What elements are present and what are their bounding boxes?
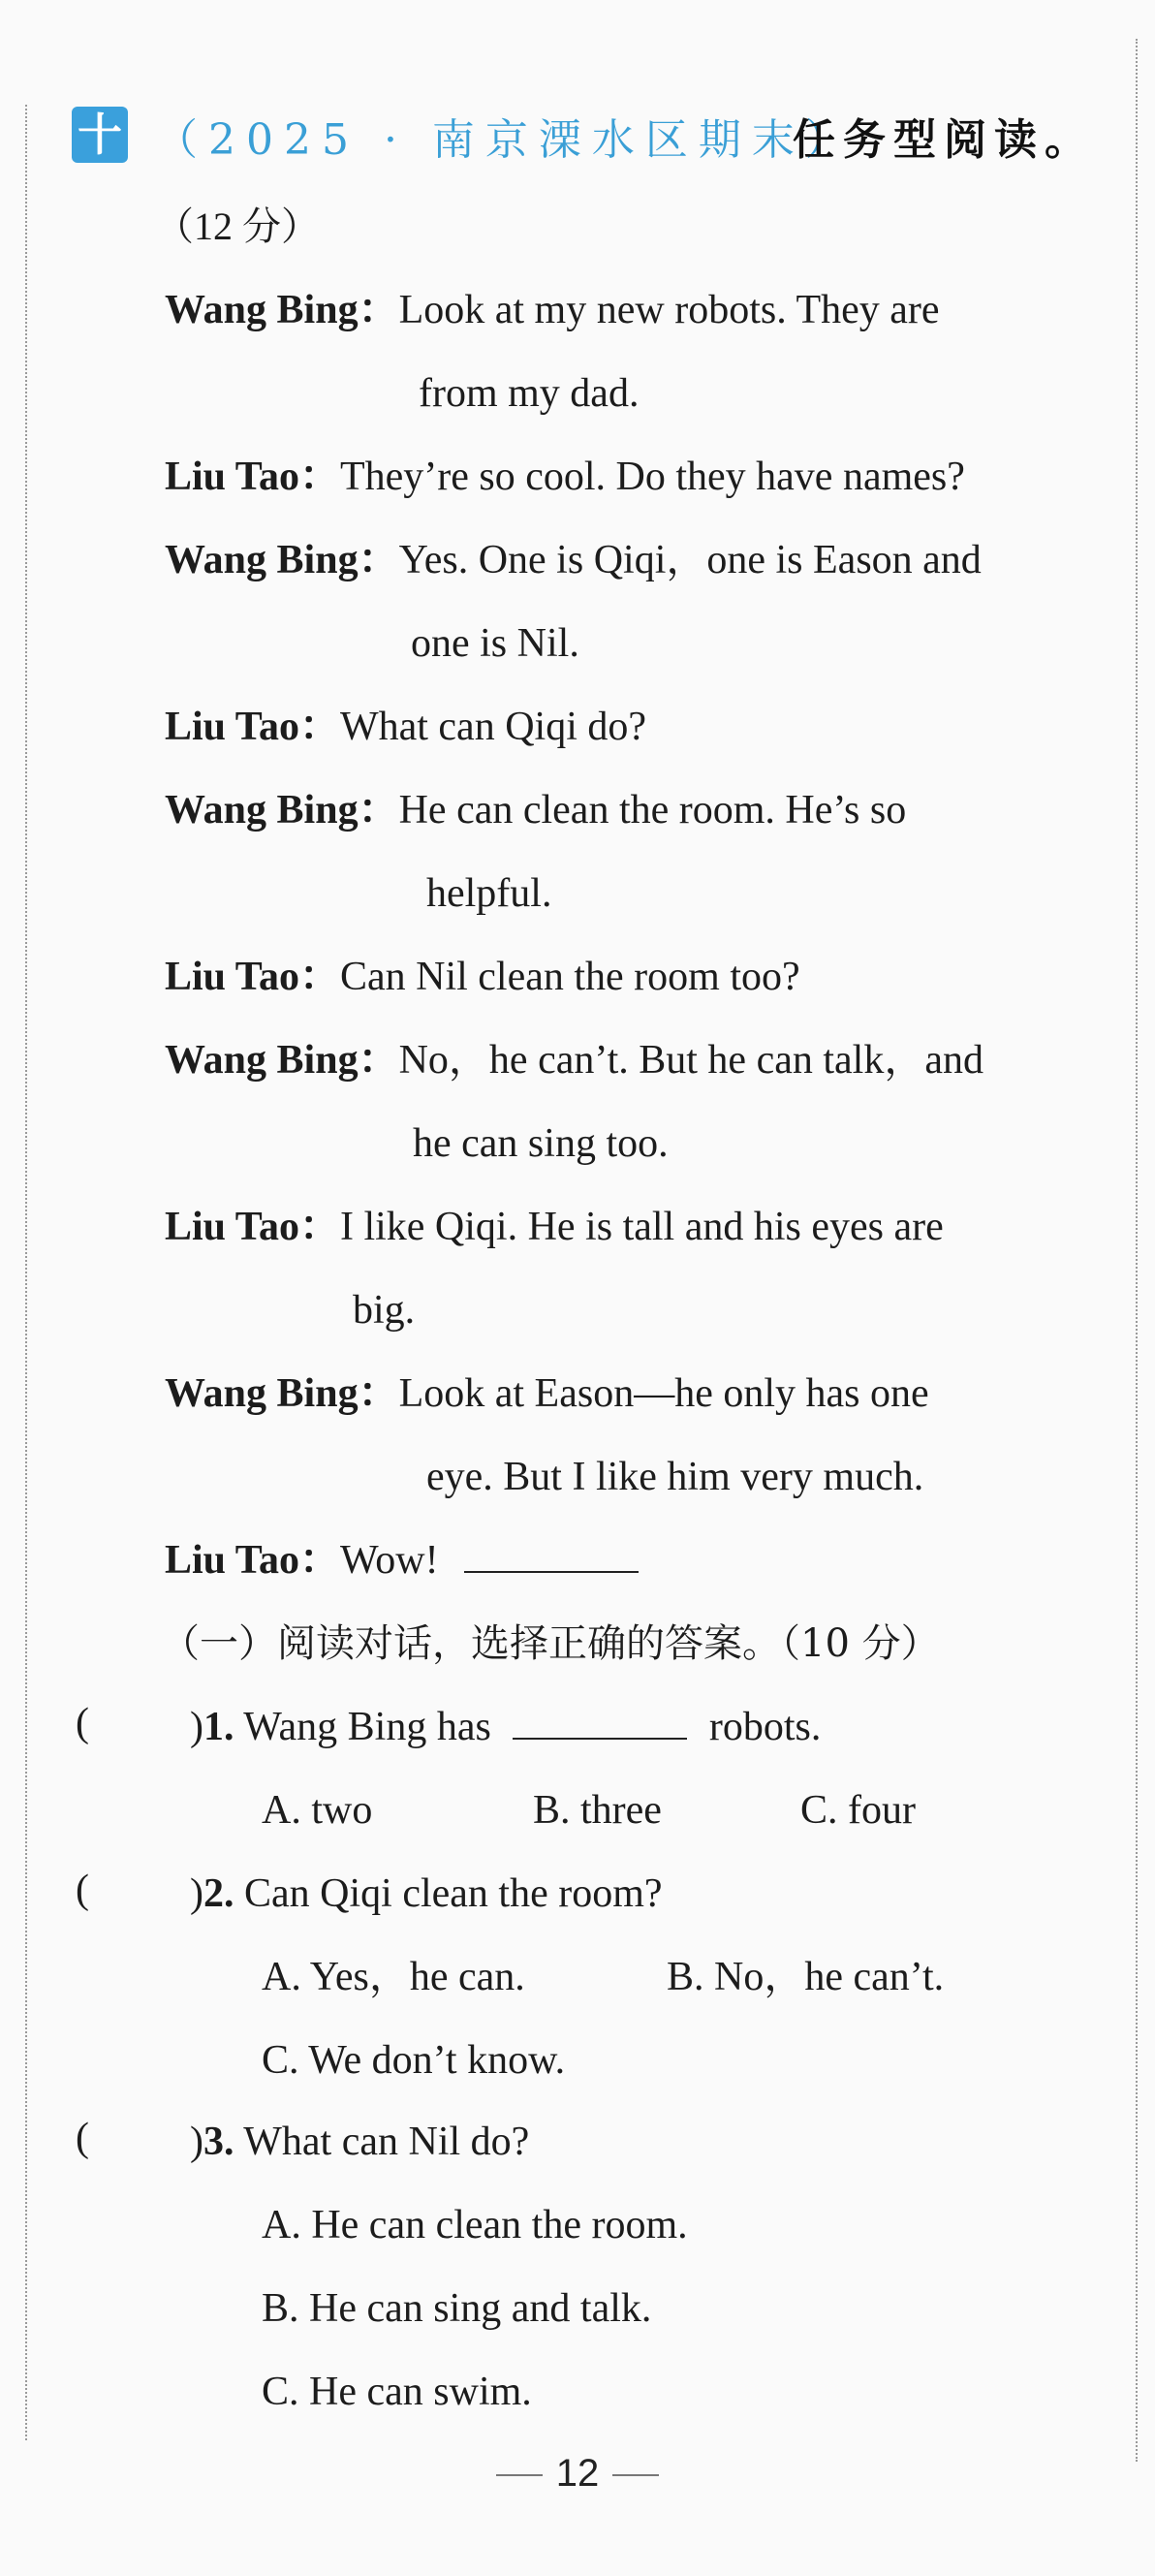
option-a[interactable]: A. He can clean the room. [262, 2203, 688, 2247]
answer-paren-open: ( [76, 1701, 89, 1745]
option-c[interactable]: C. four [800, 1788, 916, 1833]
dialogue-continuation: eye. But I like him very much. [426, 1455, 924, 1499]
speaker-name: Liu Tao： [165, 1538, 340, 1583]
option-a[interactable]: A. two [262, 1788, 373, 1833]
page-number-dash-right [612, 2474, 659, 2476]
stem-text-before: Wang Bing has [243, 1705, 491, 1749]
speaker-name: Liu Tao： [165, 1205, 340, 1249]
fill-blank[interactable] [513, 1699, 687, 1740]
dialogue-text: Yes. One is Qiqi，one is Eason and [398, 538, 982, 582]
answer-paren-close: ) [190, 1871, 203, 1916]
speaker-name: Liu Tao： [165, 455, 340, 499]
left-dotted-margin [25, 105, 27, 2440]
option-c[interactable]: C. He can swim. [262, 2370, 532, 2414]
option-b[interactable]: B. No，he can’t. [667, 1955, 945, 1999]
exam-source: （2025 · 南京溧水区期末） [155, 115, 858, 165]
dialogue-text: Can Nil clean the room too? [339, 955, 800, 999]
answer-paren-open: ( [76, 2116, 89, 2160]
section-number-badge: 十 [72, 107, 128, 163]
dialogue-text: No，he can’t. But he can talk，and [398, 1038, 983, 1083]
task-title: 任务型阅读。 [793, 115, 1095, 165]
section-one-title: （一）阅读对话，选择正确的答案。（10 分） [161, 1621, 940, 1666]
dialogue-line [165, 1365, 929, 1423]
option-b[interactable]: B. He can sing and talk. [262, 2286, 652, 2331]
question-stem [190, 2113, 529, 2171]
answer-box[interactable] [109, 1700, 192, 1748]
answer-paren-open: ( [76, 1868, 89, 1912]
page-number-dash-left [496, 2474, 543, 2476]
dialogue-text: He can clean the room. He’s so [398, 788, 907, 832]
dialogue-text: Look at Eason—he only has one [398, 1371, 929, 1416]
dialogue-line [165, 698, 646, 756]
page-number [0, 2452, 1155, 2496]
answer-box[interactable] [109, 2115, 192, 2163]
question-number: 1. [203, 1705, 234, 1749]
answer-paren-close: ) [190, 1705, 203, 1749]
dialogue-line [165, 948, 800, 1006]
dialogue-text: Look at my new robots. They are [398, 288, 940, 332]
question-stem [190, 1698, 821, 1756]
dialogue-text: Wow! [339, 1538, 439, 1583]
speaker-name: Wang Bing： [165, 288, 399, 332]
total-score: （12 分） [155, 204, 320, 248]
dialogue-line [165, 448, 965, 506]
stem-text-after: robots. [708, 1705, 822, 1749]
stem-text: What can Nil do? [243, 2120, 530, 2164]
right-dotted-margin [1136, 39, 1138, 2462]
speaker-name: Wang Bing： [165, 1371, 399, 1416]
stem-text: Can Qiqi clean the room? [244, 1871, 663, 1916]
answer-paren-close: ) [190, 2120, 203, 2164]
answer-blank[interactable] [464, 1532, 639, 1573]
dialogue-text: I like Qiqi. He is tall and his eyes are [339, 1205, 944, 1249]
option-c[interactable]: C. We don’t know. [262, 2038, 566, 2083]
speaker-name: Liu Tao： [165, 705, 340, 749]
dialogue-continuation: he can sing too. [413, 1121, 669, 1166]
answer-box[interactable] [109, 1867, 192, 1915]
question-number: 3. [203, 2120, 234, 2164]
dialogue-continuation: from my dad. [419, 371, 640, 416]
dialogue-line [165, 781, 906, 839]
dialogue-text: What can Qiqi do? [339, 705, 646, 749]
dialogue-continuation: helpful. [426, 871, 552, 916]
dialogue-continuation: one is Nil. [411, 621, 579, 666]
speaker-name: Liu Tao： [165, 955, 340, 999]
speaker-name: Wang Bing： [165, 538, 399, 582]
dialogue-line [165, 531, 982, 589]
option-a[interactable]: A. Yes，he can. [262, 1955, 525, 1999]
question-number: 2. [203, 1871, 234, 1916]
speaker-name: Wang Bing： [165, 788, 399, 832]
option-b[interactable]: B. three [533, 1788, 662, 1833]
dialogue-line [165, 1031, 983, 1089]
dialogue-text: They’re so cool. Do they have names? [339, 455, 965, 499]
speaker-name: Wang Bing： [165, 1038, 399, 1083]
dialogue-line [165, 1198, 944, 1256]
dialogue-line [165, 1531, 639, 1589]
page-number-text: 12 [555, 2452, 600, 2495]
question-stem [190, 1865, 663, 1923]
dialogue-continuation: big. [353, 1288, 416, 1333]
dialogue-line [165, 281, 940, 339]
